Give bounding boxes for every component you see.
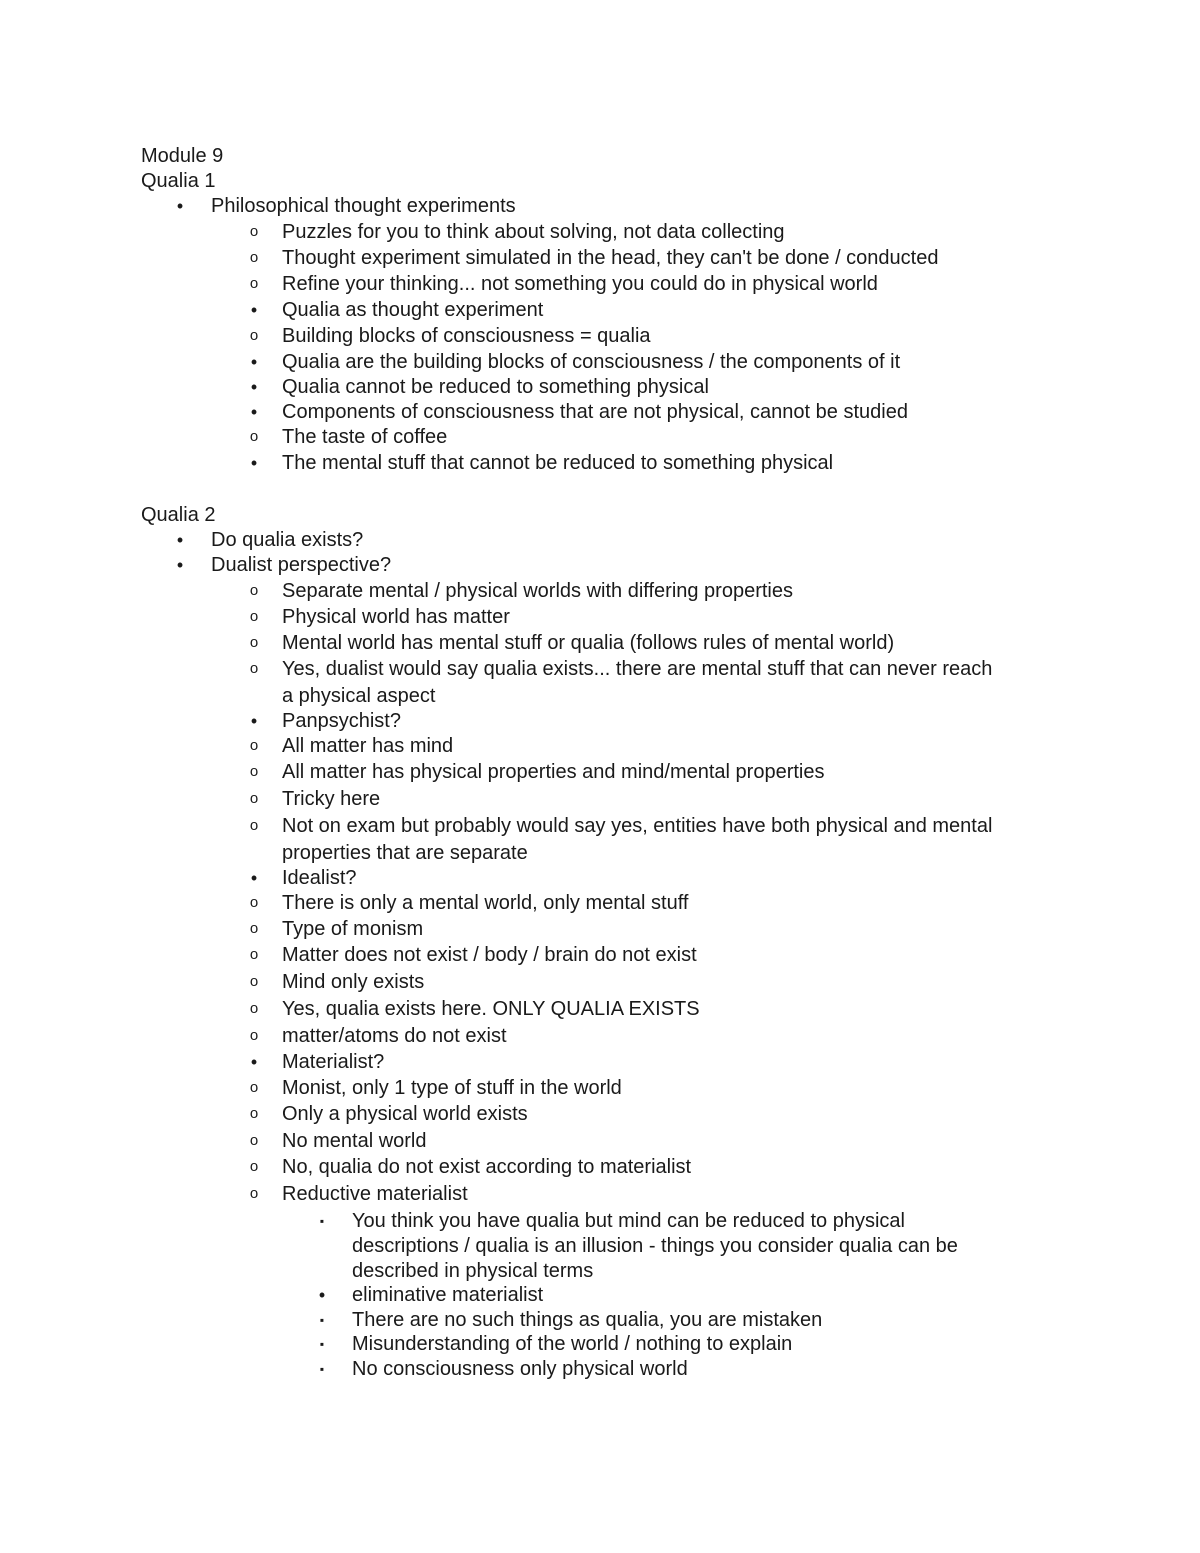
list-item-text: There is only a mental world, only mental stuff	[282, 892, 689, 914]
list-item-text: Separate mental / physical worlds with differing properties	[282, 580, 793, 602]
list-item-text: Panpsychist?	[282, 710, 401, 732]
bullet-marker-icon: •	[250, 300, 258, 320]
list-item-text: Idealist?	[282, 867, 357, 889]
list-item-text: Monist, only 1 type of stuff in the world	[282, 1077, 622, 1099]
list-item-text: You think you have qualia but mind can be reduced to physical	[352, 1210, 905, 1232]
list-item-text: No consciousness only physical world	[352, 1358, 688, 1380]
list-item-text: eliminative materialist	[352, 1284, 544, 1306]
list-item-text: Dualist perspective?	[211, 554, 392, 576]
square-marker-icon: ▪	[319, 1362, 325, 1376]
circle-marker-icon: o	[249, 1105, 259, 1122]
list-item-text: Misunderstanding of the world / nothing to explain	[352, 1333, 793, 1355]
list-item-text: Tricky here	[282, 788, 381, 810]
list-item-text: No mental world	[282, 1130, 427, 1152]
list-item-text: a physical aspect	[282, 685, 436, 707]
square-marker-icon: ▪	[319, 1214, 325, 1228]
circle-marker-icon: o	[249, 894, 259, 911]
circle-marker-icon: o	[249, 660, 259, 677]
list-item-text: Matter does not exist / body / brain do not exist	[282, 944, 697, 966]
list-item-text: Building blocks of consciousness = qualia	[282, 325, 651, 347]
list-item-text: Mental world has mental stuff or qualia (follows rules of mental world)	[282, 632, 895, 654]
circle-marker-icon: o	[249, 634, 259, 651]
circle-marker-icon: o	[249, 1185, 259, 1202]
bullet-marker-icon: •	[250, 711, 258, 731]
circle-marker-icon: o	[249, 1000, 259, 1017]
list-item-text: matter/atoms do not exist	[282, 1025, 507, 1047]
bullet-marker-icon: •	[176, 555, 184, 575]
circle-marker-icon: o	[249, 1132, 259, 1149]
circle-marker-icon: o	[249, 428, 259, 445]
circle-marker-icon: o	[249, 973, 259, 990]
list-item-text: Yes, dualist would say qualia exists... there are mental stuff that can never reach	[282, 658, 993, 680]
section-heading: Module 9	[141, 145, 224, 167]
circle-marker-icon: o	[249, 608, 259, 625]
list-item-text: Materialist?	[282, 1051, 385, 1073]
bullet-marker-icon: •	[250, 402, 258, 422]
circle-marker-icon: o	[249, 763, 259, 780]
circle-marker-icon: o	[249, 737, 259, 754]
list-item-text: Yes, qualia exists here. ONLY QUALIA EXISTS	[282, 998, 700, 1020]
list-item-text: Components of consciousness that are not physical, cannot be studied	[282, 401, 908, 423]
list-item-text: Mind only exists	[282, 971, 425, 993]
bullet-marker-icon: •	[250, 453, 258, 473]
circle-marker-icon: o	[249, 1079, 259, 1096]
section-heading: Qualia 2	[141, 504, 216, 526]
circle-marker-icon: o	[249, 275, 259, 292]
list-item-text: No, qualia do not exist according to materialist	[282, 1156, 692, 1178]
bullet-marker-icon: •	[250, 1052, 258, 1072]
circle-marker-icon: o	[249, 1027, 259, 1044]
list-item-text: Type of monism	[282, 918, 424, 940]
list-item-text: described in physical terms	[352, 1260, 594, 1282]
list-item-text: Reductive materialist	[282, 1183, 468, 1205]
list-item-text: Qualia are the building blocks of consciousness / the components of it	[282, 351, 901, 373]
circle-marker-icon: o	[249, 249, 259, 266]
square-marker-icon: ▪	[319, 1313, 325, 1327]
bullet-marker-icon: •	[176, 530, 184, 550]
bullet-marker-icon: •	[250, 352, 258, 372]
circle-marker-icon: o	[249, 946, 259, 963]
list-item-text: The mental stuff that cannot be reduced to something physical	[282, 452, 834, 474]
list-item-text: descriptions / qualia is an illusion - things you consider qualia can be	[352, 1235, 958, 1257]
list-item-text: Not on exam but probably would say yes, entities have both physical and mental	[282, 815, 993, 837]
list-item-text: Qualia as thought experiment	[282, 299, 544, 321]
list-item-text: Thought experiment simulated in the head, they can't be done / conducted	[282, 247, 939, 269]
bullet-marker-icon: •	[250, 868, 258, 888]
list-item-text: Do qualia exists?	[211, 529, 364, 551]
circle-marker-icon: o	[249, 223, 259, 240]
list-item-text: Refine your thinking... not something you could do in physical world	[282, 273, 878, 295]
circle-marker-icon: o	[249, 817, 259, 834]
list-item-text: Only a physical world exists	[282, 1103, 528, 1125]
bullet-marker-icon: •	[250, 377, 258, 397]
bullet-marker-icon: •	[318, 1285, 326, 1305]
circle-marker-icon: o	[249, 582, 259, 599]
list-item-text: Physical world has matter	[282, 606, 510, 628]
circle-marker-icon: o	[249, 790, 259, 807]
list-item-text: There are no such things as qualia, you are mistaken	[352, 1309, 823, 1331]
list-item-text: properties that are separate	[282, 842, 528, 864]
list-item-text: Philosophical thought experiments	[211, 195, 516, 217]
list-item-text: Puzzles for you to think about solving, not data collecting	[282, 221, 785, 243]
list-item-text: Qualia cannot be reduced to something physical	[282, 376, 709, 398]
list-item-text: All matter has physical properties and mind/mental properties	[282, 761, 825, 783]
circle-marker-icon: o	[249, 920, 259, 937]
section-heading: Qualia 1	[141, 170, 216, 192]
square-marker-icon: ▪	[319, 1337, 325, 1351]
list-item-text: All matter has mind	[282, 735, 454, 757]
bullet-marker-icon: •	[176, 196, 184, 216]
circle-marker-icon: o	[249, 1158, 259, 1175]
circle-marker-icon: o	[249, 327, 259, 344]
list-item-text: The taste of coffee	[282, 426, 448, 448]
